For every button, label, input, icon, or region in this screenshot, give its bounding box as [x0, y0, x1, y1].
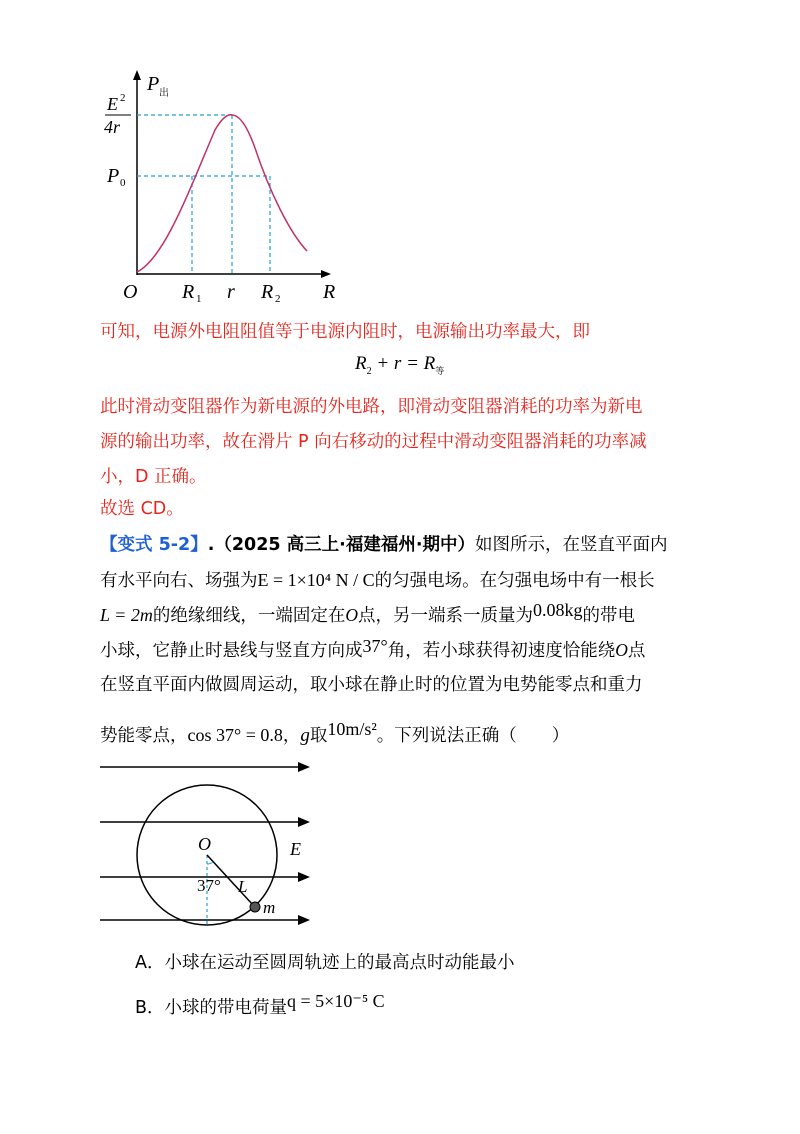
- tick-r: r: [227, 281, 235, 303]
- cos-equation: cos 37° = 0.8: [187, 725, 283, 745]
- point-o-2: O: [615, 640, 628, 660]
- problem-text-3b: 点，另一端系一质量为: [357, 606, 533, 626]
- y-axis-arrow: [133, 70, 141, 80]
- eq-rhs: R: [423, 353, 436, 374]
- tick-p0: P: [107, 165, 120, 187]
- angle-arc: [207, 862, 213, 864]
- g-value: 10m/s²: [327, 719, 377, 739]
- label-o: O: [198, 834, 211, 854]
- tick-r1: R: [182, 281, 195, 303]
- charged-ball: [250, 902, 260, 912]
- power-resistance-graph: [95, 68, 355, 308]
- solution-line-3: 源的输出功率，故在滑片 P 向右移动的过程中滑动变阻器消耗的功率减: [100, 432, 647, 452]
- problem-text-1: 如图所示，在竖直平面内: [474, 535, 668, 555]
- option-a-letter: A．: [135, 953, 165, 973]
- problem-text-4a: 小球，它静止时悬线与竖直方向成: [100, 641, 363, 661]
- tick-p0-sub: 0: [120, 177, 126, 189]
- label-l: L: [238, 877, 248, 896]
- option-a[interactable]: [135, 951, 514, 975]
- option-b-text: 小球的带电荷量: [164, 998, 288, 1018]
- power-curve: [137, 115, 307, 272]
- solution-line-4: 小，D 正确。: [100, 467, 207, 487]
- solution-line-1: 可知，电源外电阻阻值等于电源内阻时，电源输出功率最大，即: [100, 322, 590, 342]
- tick-top-sup: 2: [120, 92, 126, 104]
- x-axis-arrow: [321, 270, 331, 278]
- solution-answer: 故选 CD。: [100, 499, 184, 519]
- problem-line-6: [100, 719, 570, 748]
- problem-text-6b: 取: [309, 726, 328, 746]
- x-axis-label: R: [323, 281, 336, 303]
- option-a-text: 小球在运动至圆周轨迹上的最高点时动能最小: [164, 953, 515, 973]
- problem-text-4c: 点: [627, 641, 646, 661]
- problem-text-3a: 的绝缘细线，一端固定在: [152, 606, 346, 626]
- tick-r1-sub: 1: [196, 293, 202, 305]
- label-angle: 37°: [197, 876, 221, 895]
- problem-text-4b: 角，若小球获得初速度恰能绕: [387, 641, 616, 661]
- field-diagram: [100, 760, 330, 940]
- tick-top-den: 4r: [104, 117, 121, 137]
- mass-value: 0.08kg: [532, 600, 583, 620]
- option-b[interactable]: [135, 991, 385, 1020]
- option-b-equation: q = 5×10⁻⁵ C: [287, 991, 385, 1011]
- guide-lines: [137, 115, 270, 274]
- problem-line-4: [100, 638, 645, 663]
- point-o: O: [345, 605, 358, 625]
- length-equation: L = 2m: [100, 605, 153, 625]
- problem-source: （2025 高三上·福建福州·期中）: [214, 535, 475, 555]
- label-e: E: [290, 839, 301, 859]
- origin-label: O: [123, 281, 138, 303]
- problem-text-2b: 的匀强电场。在匀强电场中有一根长: [374, 571, 655, 591]
- problem-text-6c: 。下列说法正确（ ）: [376, 726, 570, 746]
- y-axis-sub: 出: [159, 88, 169, 99]
- eq-rhs-sub: 等: [435, 365, 445, 376]
- problem-line-3: [100, 600, 635, 628]
- problem-dot: .: [207, 535, 215, 555]
- problem-comma: ，: [282, 726, 301, 746]
- g-symbol: g: [300, 725, 310, 746]
- solution-equation: [355, 352, 444, 384]
- option-b-letter: B．: [135, 998, 165, 1018]
- field-equation: E = 1×10⁴ N / C: [257, 570, 375, 590]
- eq-r: R: [355, 353, 367, 374]
- problem-line-1: [100, 533, 667, 557]
- solution-line-2: 此时滑动变阻器作为新电源的外电路，即滑动变阻器消耗的功率为新电: [100, 397, 643, 417]
- tick-r2: R: [261, 281, 274, 303]
- problem-text-3c: 的带电: [582, 606, 635, 626]
- eq-r-sub: 2: [366, 365, 372, 377]
- problem-tag: 【变式 5-2】: [100, 535, 208, 555]
- tick-top-num: E: [107, 94, 118, 114]
- problem-line-5: 在竖直平面内做圆周运动，取小球在静止时的位置为电势能零点和重力: [100, 675, 643, 695]
- problem-line-2: [100, 568, 655, 593]
- y-axis-label: P: [147, 73, 160, 95]
- angle-value: 37°: [362, 636, 388, 656]
- problem-text-2a: 有水平向右、场强为: [100, 571, 258, 591]
- label-m: m: [263, 898, 276, 917]
- tick-r2-sub: 2: [275, 293, 281, 305]
- eq-plus: + r =: [371, 353, 424, 374]
- problem-text-6a: 势能零点，: [100, 726, 188, 746]
